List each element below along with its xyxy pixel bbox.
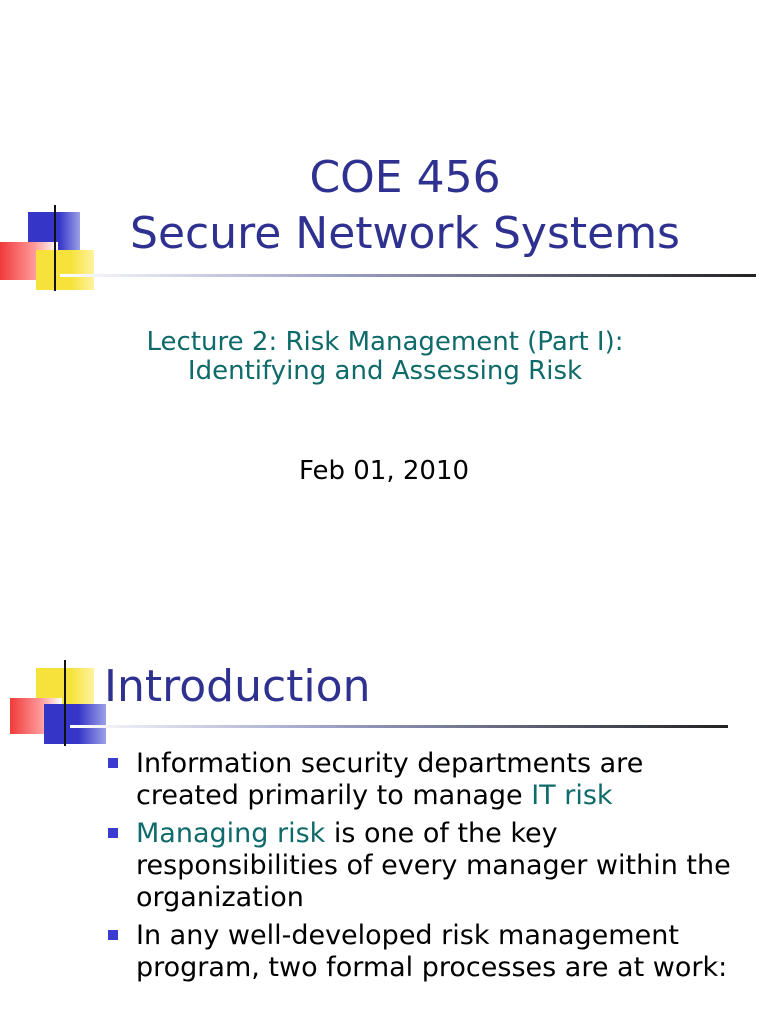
deco-vertical-line: [54, 205, 56, 291]
slide-title-line-1: COE 456: [309, 152, 501, 203]
bullet-item: [0, 818, 768, 914]
slide-title-line-2: Secure Network Systems: [130, 208, 680, 259]
bullet-item: [0, 748, 768, 812]
heading-underline: [70, 725, 728, 728]
content-slide: [0, 640, 768, 1024]
deco-vertical-line: [64, 660, 66, 746]
bullet-text: Information security departments are created primarily to manage: [136, 748, 644, 811]
subtitle-line-1: Lecture 2: Risk Management (Part I):: [146, 327, 624, 357]
bullet-highlight: IT risk: [531, 780, 613, 811]
bullet-text: In any well-developed risk management program, two formal processes are at work:: [136, 920, 728, 983]
lecture-date: Feb 01, 2010: [298, 456, 470, 486]
bullet-item: [0, 920, 768, 984]
subtitle-line-2: Identifying and Assessing Risk: [187, 356, 583, 386]
lecture-subtitle: [110, 328, 660, 386]
square-bullet-icon: [108, 828, 118, 838]
slide-heading: Introduction: [104, 661, 371, 712]
title-underline: [60, 274, 756, 277]
square-bullet-icon: [108, 930, 118, 940]
bullet-list: [0, 748, 768, 990]
bullet-highlight: Managing risk: [136, 818, 326, 849]
deco-blue-square: [44, 704, 106, 744]
bullet-text: is one of the key responsibilities of every manager within the organization: [136, 818, 731, 913]
square-bullet-icon: [108, 758, 118, 768]
